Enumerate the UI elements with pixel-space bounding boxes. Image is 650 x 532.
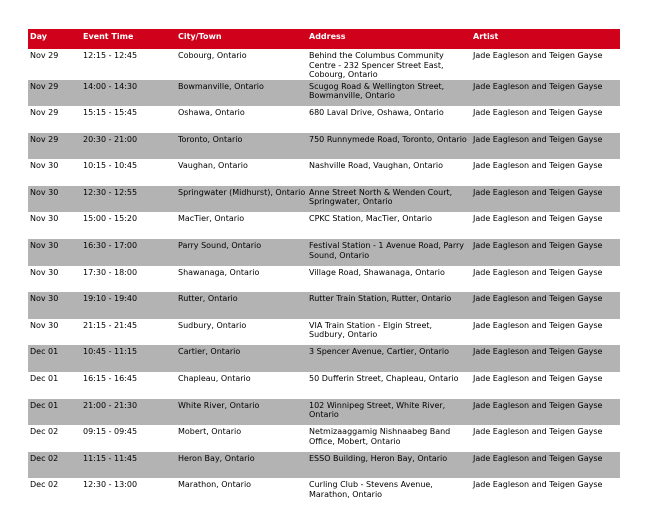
cell-day: Nov 30 — [30, 320, 59, 330]
cell-event-time: 15:00 - 15:20 — [83, 214, 138, 224]
column-header-address: Address — [309, 32, 346, 41]
cell-day: Nov 30 — [30, 241, 59, 251]
table-row — [28, 212, 620, 239]
cell-city: Cobourg, Ontario — [178, 51, 247, 60]
cell-city: Rutter, Ontario — [178, 294, 238, 304]
column-header-event-time: Event Time — [83, 32, 134, 41]
cell-address: 102 Winnipeg Street, White River, Ontario — [309, 400, 446, 420]
table-row — [28, 292, 620, 319]
cell-artist: Jade Eagleson and Teigen Gayse — [473, 267, 603, 277]
cell-address: CPKC Station, MacTier, Ontario — [309, 214, 433, 224]
cell-day: Nov 29 — [30, 81, 59, 91]
table-row — [28, 372, 620, 399]
cell-artist: Jade Eagleson and Teigen Gayse — [473, 108, 603, 118]
cell-day: Dec 02 — [30, 453, 59, 463]
cell-day: Dec 01 — [30, 347, 59, 357]
table-row — [28, 133, 620, 160]
cell-day: Nov 29 — [30, 51, 59, 60]
table-row — [28, 49, 620, 80]
table-row — [28, 186, 620, 213]
cell-artist: Jade Eagleson and Teigen Gayse — [473, 51, 603, 60]
cell-city: White River, Ontario — [178, 400, 260, 410]
cell-event-time: 20:30 - 21:00 — [83, 134, 138, 144]
cell-event-time: 09:15 - 09:45 — [83, 427, 138, 437]
cell-city: Cartier, Ontario — [178, 347, 241, 357]
column-header-city: City/Town — [178, 32, 222, 41]
cell-artist: Jade Eagleson and Teigen Gayse — [473, 400, 603, 410]
cell-address: VIA Train Station - Elgin Street, Sudbury, Ontario — [309, 320, 433, 340]
cell-artist: Jade Eagleson and Teigen Gayse — [473, 134, 603, 144]
cell-day: Nov 29 — [30, 108, 59, 118]
cell-event-time: 16:30 - 17:00 — [83, 241, 138, 251]
cell-address: Rutter Train Station, Rutter, Ontario — [309, 294, 452, 304]
cell-city: Heron Bay, Ontario — [178, 453, 255, 463]
cell-artist: Jade Eagleson and Teigen Gayse — [473, 214, 603, 224]
table-row — [28, 425, 620, 452]
table-header-row — [28, 29, 620, 49]
cell-event-time: 15:15 - 15:45 — [83, 108, 138, 118]
table-row — [28, 239, 620, 266]
table-row — [28, 106, 620, 133]
table-row — [28, 319, 620, 346]
cell-city: Marathon, Ontario — [178, 480, 252, 490]
cell-day: Dec 02 — [30, 427, 59, 437]
cell-event-time: 12:30 - 13:00 — [83, 480, 138, 490]
table-row — [28, 266, 620, 293]
cell-artist: Jade Eagleson and Teigen Gayse — [473, 241, 603, 251]
cell-address: Netmizaaggamig Nishnaabeg Band Office, Mobert, Ontario — [309, 427, 451, 446]
cell-event-time: 10:45 - 11:15 — [83, 347, 138, 357]
cell-city: Chapleau, Ontario — [178, 374, 251, 384]
cell-artist: Jade Eagleson and Teigen Gayse — [473, 320, 603, 330]
cell-artist: Jade Eagleson and Teigen Gayse — [473, 161, 603, 171]
table-row — [28, 478, 620, 505]
cell-address: 750 Runnymede Road, Toronto, Ontario — [309, 134, 467, 144]
cell-day: Nov 30 — [30, 161, 59, 171]
cell-event-time: 11:15 - 11:45 — [83, 453, 138, 463]
cell-event-time: 12:30 - 12:55 — [83, 187, 138, 197]
cell-artist: Jade Eagleson and Teigen Gayse — [473, 427, 603, 437]
cell-event-time: 12:15 - 12:45 — [83, 51, 138, 60]
cell-address: Curling Club - Stevens Avenue, Marathon, Ontario — [309, 480, 433, 499]
cell-city: Bowmanville, Ontario — [178, 81, 264, 91]
cell-address: 3 Spencer Avenue, Cartier, Ontario — [309, 347, 449, 357]
cell-day: Nov 30 — [30, 294, 59, 304]
cell-address: Anne Street North & Wenden Court, Springwater, Ontario — [309, 187, 453, 207]
cell-event-time: 19:10 - 19:40 — [83, 294, 138, 304]
cell-day: Dec 02 — [30, 480, 59, 490]
table-row — [28, 345, 620, 372]
schedule-table — [28, 29, 620, 505]
cell-day: Nov 30 — [30, 214, 59, 224]
cell-day: Nov 30 — [30, 187, 59, 197]
cell-artist: Jade Eagleson and Teigen Gayse — [473, 81, 603, 91]
cell-artist: Jade Eagleson and Teigen Gayse — [473, 480, 603, 490]
cell-city: Vaughan, Ontario — [178, 161, 248, 171]
cell-event-time: 21:15 - 21:45 — [83, 320, 138, 330]
cell-address: Festival Station - 1 Avenue Road, Parry Sound, Ontario — [309, 241, 465, 260]
column-header-artist: Artist — [473, 32, 499, 41]
cell-event-time: 17:30 - 18:00 — [83, 267, 138, 277]
cell-city: Toronto, Ontario — [178, 134, 243, 144]
column-header-day: Day — [30, 32, 48, 41]
cell-address: Nashville Road, Vaughan, Ontario — [309, 161, 443, 171]
table-row — [28, 452, 620, 479]
cell-event-time: 16:15 - 16:45 — [83, 374, 138, 384]
cell-day: Dec 01 — [30, 400, 59, 410]
schedule-sheet — [28, 29, 620, 505]
cell-address: Behind the Columbus Community Centre - 232 Spencer Street East, Cobourg, Ontario — [309, 51, 444, 79]
cell-address: ESSO Building, Heron Bay, Ontario — [309, 453, 448, 463]
table-row — [28, 80, 620, 107]
cell-event-time: 14:00 - 14:30 — [83, 81, 138, 91]
cell-address: Village Road, Shawanaga, Ontario — [309, 267, 445, 277]
cell-day: Dec 01 — [30, 374, 59, 384]
cell-city: Mobert, Ontario — [178, 427, 242, 437]
cell-artist: Jade Eagleson and Teigen Gayse — [473, 347, 603, 357]
cell-artist: Jade Eagleson and Teigen Gayse — [473, 374, 603, 384]
cell-address: 50 Dufferin Street, Chapleau, Ontario — [309, 374, 459, 384]
cell-address: Scugog Road & Wellington Street, Bowmanville, Ontario — [309, 81, 445, 100]
table-row — [28, 399, 620, 426]
table-body — [28, 49, 620, 505]
cell-address: 680 Laval Drive, Oshawa, Ontario — [309, 108, 444, 118]
cell-city: Oshawa, Ontario — [178, 108, 245, 118]
cell-day: Nov 29 — [30, 134, 59, 144]
cell-event-time: 21:00 - 21:30 — [83, 400, 138, 410]
cell-artist: Jade Eagleson and Teigen Gayse — [473, 294, 603, 304]
cell-artist: Jade Eagleson and Teigen Gayse — [473, 453, 603, 463]
table-row — [28, 159, 620, 186]
cell-city: Shawanaga, Ontario — [178, 267, 260, 277]
cell-day: Nov 30 — [30, 267, 59, 277]
cell-city: Sudbury, Ontario — [178, 320, 247, 330]
cell-city: Parry Sound, Ontario — [178, 241, 262, 251]
cell-event-time: 10:15 - 10:45 — [83, 161, 138, 171]
cell-city: MacTier, Ontario — [178, 214, 245, 224]
cell-city: Springwater (Midhurst), Ontario — [178, 187, 306, 197]
cell-artist: Jade Eagleson and Teigen Gayse — [473, 187, 603, 197]
